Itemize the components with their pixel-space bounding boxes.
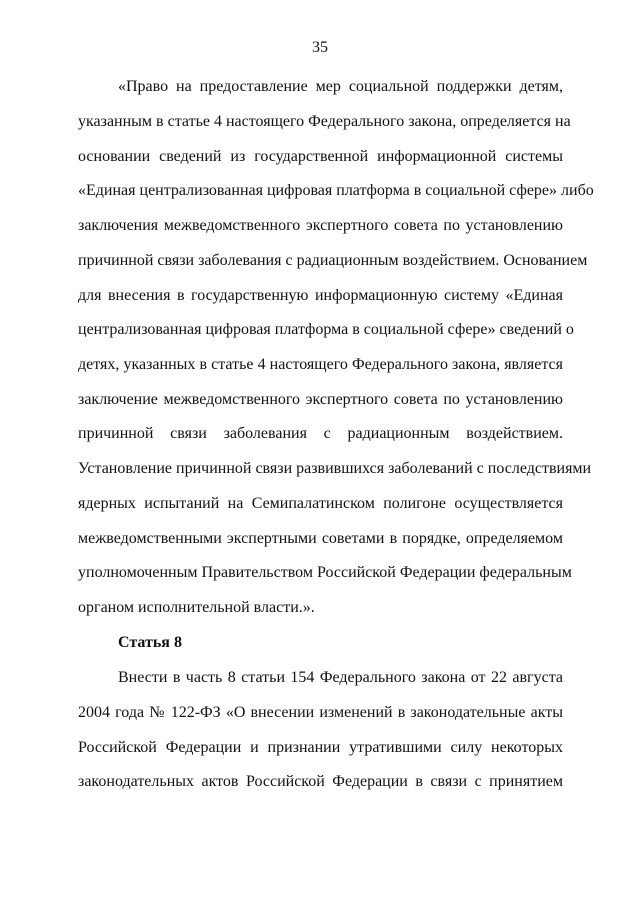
text-line: законодательных актов Российской Федерации в связи с принятием [78, 773, 563, 790]
text-line: органом исполнительной власти.». [78, 599, 315, 616]
text-line: причинной связи заболевания с радиационным воздействием. Основанием [78, 252, 588, 269]
text-line: заключение межведомственного экспертного совета по установлению [78, 391, 563, 408]
text-line: Российской Федерации и признании утратившими силу некоторых [78, 739, 563, 756]
text-line: для внесения в государственную информационную систему «Единая [78, 287, 563, 304]
text-line: ядерных испытаний на Семипалатинском полигоне осуществляется [78, 495, 563, 512]
article-heading: Статья 8 [118, 634, 182, 651]
text-line: уполномоченным Правительством Российской Федерации федеральным [78, 564, 572, 581]
text-line: заключения межведомственного экспертного совета по установлению [78, 217, 563, 234]
text-line: межведомственными экспертными советами в порядке, определяемом [78, 530, 563, 547]
text-line: детях, указанных в статье 4 настоящего Федерального закона, является [78, 356, 563, 373]
text-line: Установление причинной связи развившихся заболеваний с последствиями [78, 460, 592, 477]
page-number: 35 [312, 39, 328, 56]
text-line: причинной связи заболевания с радиационным воздействием. [78, 425, 563, 442]
text-line: Внести в часть 8 статьи 154 Федерального закона от 22 августа [118, 669, 563, 686]
text-line: 2004 года № 122-ФЗ «О внесении изменений в законодательные акты [78, 704, 563, 721]
text-line: основании сведений из государственной информационной системы [78, 148, 563, 165]
text-line: «Единая централизованная цифровая платформа в социальной сфере» либо [78, 182, 594, 199]
text-line: указанным в статье 4 настоящего Федерального закона, определяется на [78, 113, 571, 130]
text-line: «Право на предоставление мер социальной поддержки детям, [118, 78, 563, 95]
text-line: централизованная цифровая платформа в социальной сфере» сведений о [78, 321, 574, 338]
